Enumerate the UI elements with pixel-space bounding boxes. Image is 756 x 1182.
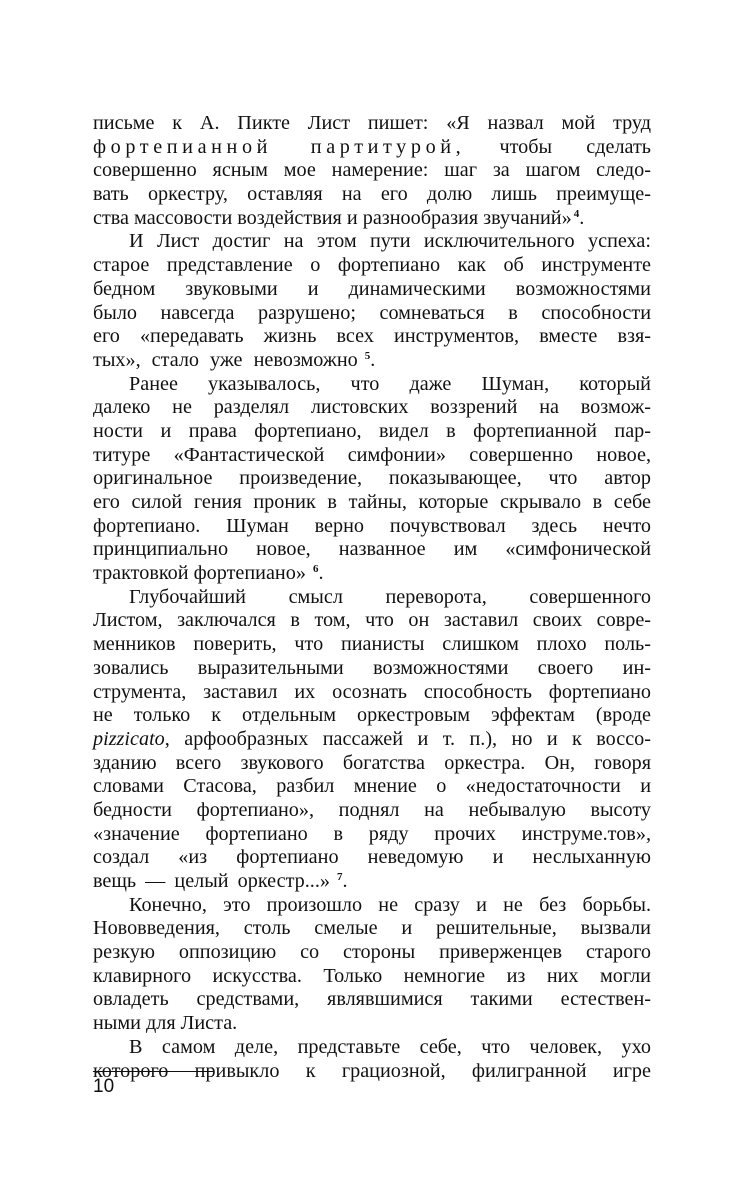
- italic-term: pizzicato: [93, 727, 165, 750]
- text-line: Нововведения, столь смелые и решительные, вызвали: [93, 917, 651, 940]
- text-line: оригинальное произведение, показывающее, что автор: [93, 467, 651, 490]
- spaced-emphasis: фортепианной партитурой,: [93, 135, 466, 158]
- text-line: создал «из фортепиано неведомую и неслыханную: [93, 846, 651, 869]
- text-line: [93, 136, 651, 160]
- text-line: [93, 870, 651, 894]
- text-line: зовались выразительными возможностями своего ин-: [93, 656, 651, 679]
- comma: ,: [164, 727, 170, 750]
- text-line: менников поверить, что пианисты слишком плохо поль-: [93, 633, 651, 656]
- footnote-ref: 7: [337, 871, 343, 883]
- text-line: [93, 207, 651, 231]
- footnote-ref: 5: [364, 349, 371, 362]
- text-line: [93, 728, 651, 752]
- paragraph-2: [93, 230, 651, 372]
- text-line: совершенно ясным мое намерение: шаг за шагом следо-: [93, 159, 651, 182]
- text-line: И Лист достиг на этом пути исключительного успеха:: [129, 230, 651, 253]
- text-line: овладеть средствами, являвшимися такими естествен-: [93, 988, 651, 1011]
- text-span: ства массовости воздействия и разнообразия звучаний»: [93, 206, 572, 229]
- page-number: 10: [93, 1076, 115, 1097]
- text-line: его «передавать жизнь всех инструментов, вместе взя-: [93, 325, 651, 348]
- paragraph-5: [93, 894, 651, 1036]
- text-span: чтобы сделать: [465, 135, 651, 158]
- text-line: его силой гения проник в тайны, которые скрывало в себе: [93, 491, 651, 513]
- text-line: вать оркестру, оставляя на его долю лишь преимуще-: [93, 183, 651, 206]
- text-line: резкую оппозицию со стороны приверженцев старого: [93, 941, 651, 964]
- text-line: далеко не разделял листовских воззрений на возмож-: [93, 396, 651, 419]
- text-line: словами Стасова, разбил мнение о «недостаточности и: [93, 775, 651, 798]
- page-body: [93, 112, 651, 1083]
- paragraph-1: [93, 112, 651, 230]
- paragraph-6: [93, 1036, 651, 1083]
- period: .: [579, 206, 585, 229]
- text-line: бедности фортепиано», поднял на небывалую высоту: [93, 798, 651, 821]
- text-line: зданию всего звукового богатства оркестра. Он, говоря: [93, 751, 651, 774]
- text-line: принципиально новое, названное им «симфонической: [93, 538, 651, 561]
- text-line: [93, 562, 651, 586]
- text-line: письме к А. Пикте Лист пишет: «Я назвал мой труд: [93, 112, 651, 134]
- text-line: Ранее указывалось, что даже Шуман, который: [129, 372, 651, 395]
- text-line: Глубочайший смысл переворота, совершенного: [129, 585, 651, 608]
- footnote-ref: 6: [312, 563, 319, 576]
- text-line: старое представление о фортепиано как об инструменте: [93, 254, 651, 277]
- text-line: которого привыкло к грациозной, филигранной игре: [93, 1059, 651, 1082]
- footnote-ref: 4: [573, 207, 580, 220]
- text-line: струмента, заставил их осознать способность фортепиано: [93, 680, 651, 703]
- text-line: Листом, заключался в том, что он заставил своих совре-: [93, 609, 651, 632]
- text-line: не только к отдельным оркестровым эффектам (вроде: [93, 704, 651, 727]
- paragraph-3: [93, 373, 651, 586]
- period: .: [342, 870, 348, 892]
- text-span: арфообразных пассажей и т. п.), но и к воссо-: [169, 727, 651, 750]
- text-span: тых», стало уже невозможно: [93, 348, 358, 371]
- text-line: бедном звуковыми и динамическими возможностями: [93, 277, 651, 300]
- text-span: трактовкой фортепиано»: [93, 562, 306, 585]
- footnote-divider: [93, 1071, 214, 1072]
- period: .: [370, 348, 376, 371]
- text-line: ными для Листа.: [93, 1012, 238, 1035]
- text-line: Конечно, это произошло не сразу и не без борьбы.: [129, 893, 651, 916]
- text-span: вещь — целый оркестр...»: [93, 870, 330, 892]
- text-line: фортепиано. Шуман верно почувствовал здесь нечто: [93, 514, 651, 537]
- text-line: «значение фортепиано в ряду прочих инструме.тов»,: [93, 822, 651, 845]
- text-line: [93, 349, 651, 373]
- text-line: В самом деле, представьте себе, что человек, ухо: [129, 1035, 651, 1058]
- period: .: [318, 562, 324, 585]
- text-line: титуре «Фантастической симфонии» совершенно новое,: [93, 443, 651, 466]
- text-line: было навсегда разрушено; сомневаться в способности: [93, 301, 651, 324]
- paragraph-4: [93, 586, 651, 894]
- text-line: клавирного искусства. Только немногие из них могли: [93, 964, 651, 987]
- text-line: ности и права фортепиано, видел в фортепианной пар-: [93, 419, 651, 442]
